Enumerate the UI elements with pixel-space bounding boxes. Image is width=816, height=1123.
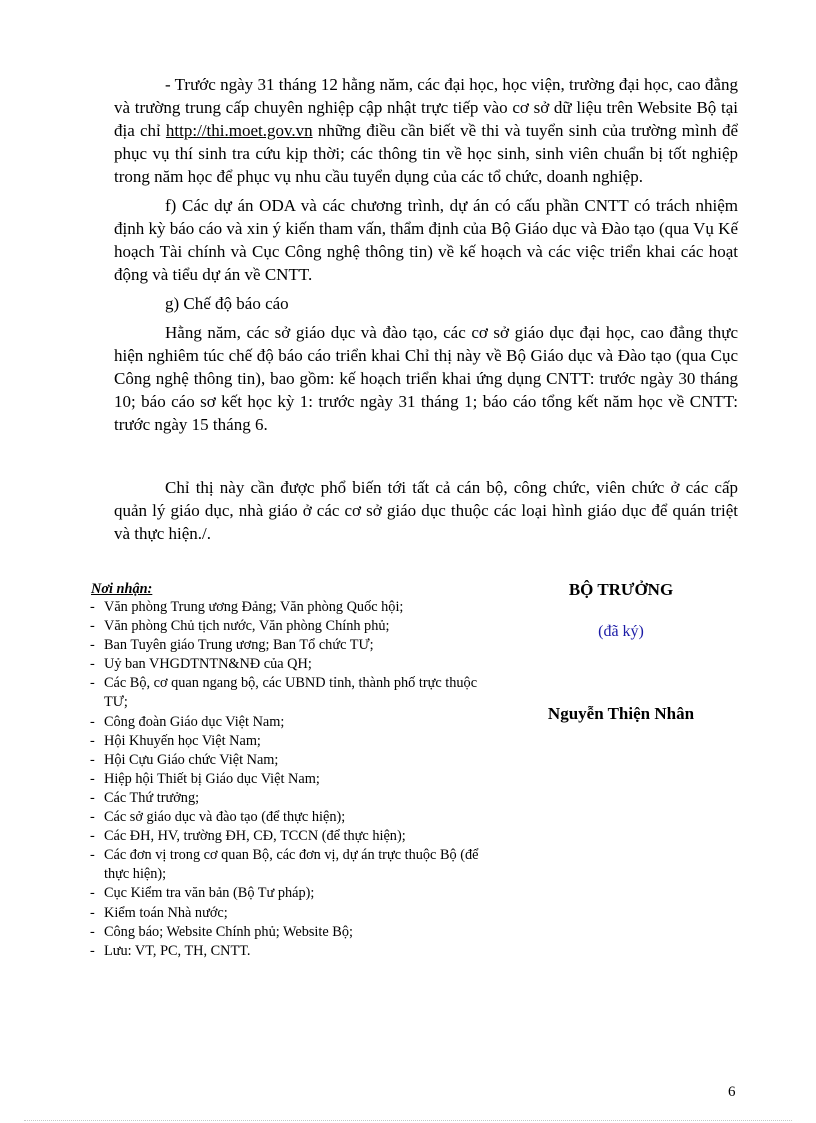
signer-title: BỘ TRƯỞNG [568, 580, 674, 599]
paragraph-reporting-schedule: Hằng năm, các sở giáo dục và đào tạo, các cơ sở giáo dục đại học, cao đẳng thực hiện nghiêm túc chế độ báo cáo triển khai Chỉ thị này về Bộ Giáo dục và Đào tạo (qua Cục Công nghệ thông tin), bao gồm: kế hoạch triển khai ứng dụng CNTT: trước ngày 30 tháng 10; báo cáo sơ kết học kỳ 1: trước ngày 31 tháng 1; báo cáo tổng kết năm học về CNTT: trước ngày 15 tháng 6. [114, 323, 738, 434]
recipient-item: - Hiệp hội Thiết bị Giáo dục Việt Nam; [89, 770, 499, 789]
paragraph-text: - Trước ngày 31 tháng 12 hằng năm, các đại học, học viện, trường đại học, cao đẳng và trường trung cấp chuyên nghiệp cập nhật trực tiếp vào cơ sở dữ liệu trên Website Bộ tại địa chỉ [114, 75, 738, 140]
recipients-title: Nơi nhận: [91, 581, 153, 597]
recipients-block [89, 581, 499, 961]
recipient-item: - Ban Tuyên giáo Trung ương; Ban Tổ chức TƯ; [89, 636, 499, 655]
recipient-item: - Văn phòng Chủ tịch nước, Văn phòng Chính phủ; [89, 617, 499, 636]
website-link[interactable]: http://thi.moet.gov.vn [165, 121, 313, 140]
paragraph-website-update [114, 73, 738, 188]
signer-name: Nguyễn Thiện Nhân [547, 704, 695, 723]
recipients-list [89, 598, 499, 961]
recipient-item: - Văn phòng Trung ương Đảng; Văn phòng Quốc hội; [89, 598, 499, 617]
paragraph-oda-projects: f) Các dự án ODA và các chương trình, dự án có cấu phần CNTT có trách nhiệm định kỳ báo cáo và xin ý kiến tham vấn, thẩm định của Bộ Giáo dục và Đào tạo (qua Vụ Kế hoạch Tài chính và Cục Công nghệ thông tin) về kế hoạch và các việc triển khai các hoạt động và tiểu dự án về CNTT. [114, 196, 738, 284]
recipient-item: - Công đoàn Giáo dục Việt Nam; [89, 713, 499, 732]
page-number: 6 [728, 1084, 736, 1100]
recipient-item: - Các đơn vị trong cơ quan Bộ, các đơn vị, dự án trực thuộc Bộ (để thực hiện); [89, 846, 499, 884]
recipient-item: - Kiểm toán Nhà nước; [89, 904, 499, 923]
page-bottom-divider [24, 1120, 792, 1121]
recipient-item: - Các ĐH, HV, trường ĐH, CĐ, TCCN (để thực hiện); [89, 827, 499, 846]
signed-note: (đã ký) [598, 623, 644, 640]
paragraph-text: những điều cần biết về thi và tuyển sinh của trường mình để phục vụ thí sinh tra cứu kịp thời; các thông tin về học sinh, sinh viên chuẩn bị tốt nghiệp trong năm học để phục vụ nhu cầu tuyển dụng của các tổ chức, doanh nghiệp. [114, 121, 738, 186]
recipient-item: - Lưu: VT, PC, TH, CNTT. [89, 942, 499, 961]
paragraph-dissemination: Chỉ thị này cần được phổ biến tới tất cả cán bộ, công chức, viên chức ở các cấp quản lý giáo dục, nhà giáo ở các cơ sở giáo dục thuộc các loại hình giáo dục để quán triệt và thực hiện./. [114, 478, 738, 543]
recipient-item: - Hội Khuyến học Việt Nam; [89, 732, 499, 751]
recipient-item: - Hội Cựu Giáo chức Việt Nam; [89, 751, 499, 770]
recipient-item: - Cục Kiểm tra văn bản (Bộ Tư pháp); [89, 884, 499, 903]
recipient-item: - Các Thứ trưởng; [89, 789, 499, 808]
signature-block [520, 580, 722, 724]
recipient-item: - Các sở giáo dục và đào tạo (để thực hiện); [89, 808, 499, 827]
recipient-item: - Uỷ ban VHGDTNTN&NĐ của QH; [89, 655, 499, 674]
directive-body [114, 73, 738, 436]
section-heading-reporting: g) Chế độ báo cáo [165, 294, 289, 313]
closing-paragraph-block [114, 476, 738, 545]
recipient-item: - Công báo; Website Chính phủ; Website Bộ; [89, 923, 499, 942]
recipient-item: - Các Bộ, cơ quan ngang bộ, các UBND tỉnh, thành phố trực thuộc TƯ; [89, 674, 499, 712]
